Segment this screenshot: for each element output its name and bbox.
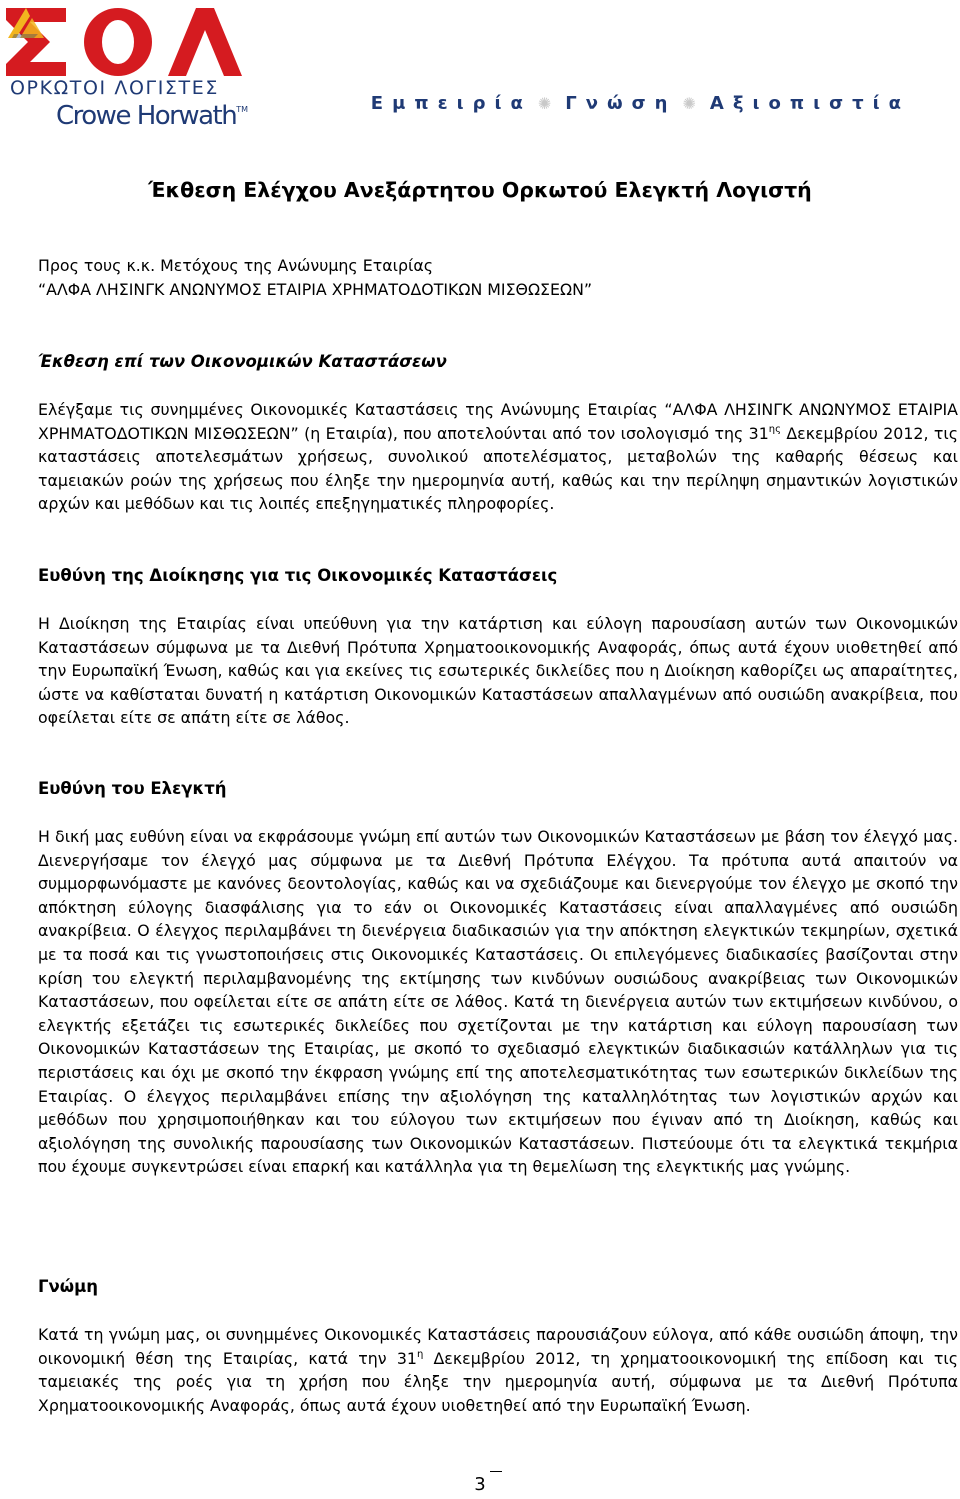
company-name-line: “ΑΛΦΑ ΛΗΣΙΝΓΚ ΑΝΩΝΥΜΟΣ ΕΤΑΙΡΙΑ ΧΡΗΜΑΤΟΔΟΤΙΚΩΝ ΜΙΣΘΩΣΕΩΝ”: [38, 280, 593, 299]
section-heading-report: Έκθεση επί των Οικονομικών Καταστάσεων: [38, 352, 447, 371]
paragraph-report: Ελέγξαμε τις συνημμένες Οικονομικές Καταστάσεις της Ανώνυμης Εταιρίας “ΑΛΦΑ ΛΗΣΙΝΓΚ ΑΝΩΝΥΜΟΣ ΕΤΑΙΡΙΑ ΧΡΗΜΑΤΟΔΟΤΙΚΩΝ ΜΙΣΘΩΣΕΩΝ” (η Εταιρία), που αποτελούνται από τον ισολογισμό της $31^{\eta\varsigma}$ Δεκεμβρίου 2012, τις καταστάσεις αποτελεσμάτων χρήσεως, συνολικού αποτελέσματος, μεταβολών της καθαρής θέσεως και ταμειακών ροών της χρήσεως που έληξε την ημερομηνία αυτή, καθώς και την περίληψη σημαντικών λογιστικών αρχών και μεθόδων και τις λοιπές επεξηγηματικές πληροφορίες.: [38, 400, 958, 514]
section-heading-opinion: Γνώμη: [38, 1277, 98, 1296]
partner-logo-text: Crowe Horwath™: [56, 101, 249, 131]
addressee-line: Προς τους κ.κ. Μετόχους της Ανώνυμης Εταιρίας: [38, 256, 434, 275]
section-heading-management: Ευθύνη της Διοίκησης για τις Οικονομικές Καταστάσεις: [38, 566, 558, 585]
section-heading-auditor: Ευθύνη του Ελεγκτή: [38, 779, 227, 798]
page-number: 3: [474, 1474, 486, 1495]
header-slogan: [371, 93, 910, 114]
slogan-word: Εμπειρία: [370, 93, 532, 114]
page-number-rule: [490, 1471, 502, 1472]
star-icon: ✺: [537, 94, 552, 113]
paragraph-auditor: Η δική μας ευθύνη είναι να εκφράσουμε γνώμη επί αυτών των Οικονομικών Καταστάσεων με βάση τον έλεγχό μας. Διενεργήσαμε τον έλεγχό μας σύμφωνα με τα Διεθνή Πρότυπα Ελέγχου. Τα πρότυπα αυτά απαιτούν να συμμορφωνόμαστε με κανόνες δεοντολογίας, καθώς και να σχεδιάζουμε και διενεργούμε τον έλεγχο με σκοπό την απόκτηση εύλογης διασφάλισης για το εάν οι Οικονομικές Καταστάσεις είναι απαλλαγμένες από ουσιώδη ανακρίβεια. Ο έλεγχος περιλαμβάνει τη διενέργεια διαδικασιών για την απόκτηση ελεγκτικών τεκμηρίων, σχετικά με τα ποσά και τις γνωστοποιήσεις στις Οικονομικές Καταστάσεις. Οι επιλεγόμενες διαδικασίες βασίζονται στην κρίση του ελεγκτή περιλαμβανομένης της εκτίμησης των κινδύνων ουσιώδους ανακρίβειας των Οικονομικών Καταστάσεων, που οφείλεται είτε σε απάτη είτε σε λάθος. Κατά τη διενέργεια αυτών των εκτιμήσεων κινδύνου, ο ελεγκτής εξετάζει τις εσωτερικές δικλείδες που σχετίζονται με την κατάρτιση και εύλογη παρουσίαση των Οικονομικών Καταστάσεων της Εταιρίας, με σκοπό το σχεδιασμό ελεγκτικών διαδικασιών κατάλληλων για τις περιστάσεις και όχι με σκοπό την έκφραση γνώμης επί της αποτελεσματικότητας των εσωτερικών δικλείδων της Εταιρίας. Ο έλεγχος περιλαμβάνει επίσης την αξιολόγηση της καταλληλότητας των λογιστικών αρχών και μεθόδων που χρησιμοποιήθηκαν και του εύλογου των εκτιμήσεων που έγιναν από τη Διοίκηση, καθώς και αξιολόγηση της συνολικής παρουσίασης των Οικονομικών Καταστάσεων. Πιστεύουμε ότι τα ελεγκτικά τεκμήρια που έχουμε συγκεντρώσει είναι επαρκή και κατάλληλα για τη θεμελίωση της ελεγκτικής μας γνώμης.: [38, 827, 958, 1177]
paragraph-opinion: Κατά τη γνώμη μας, οι συνημμένες Οικονομικές Καταστάσεις παρουσιάζουν εύλογα, από κάθε ουσιώδη άποψη, την οικονομική θέση της Εταιρίας, κατά την $31^\eta$ Δεκεμβρίου 2012, τη χρηματοοικονομική της επίδοση και τις ταμειακές της ροές για τη χρήση που έληξε την ημερομηνία αυτή, σύμφωνα με τα Διεθνή Πρότυπα Χρηματοοικονομικής Αναφοράς, όπως αυτά έχουν υιοθετηθεί από την Ευρωπαϊκή Ένωση.: [38, 1325, 958, 1415]
slogan-word: Γνώση: [565, 93, 677, 114]
star-icon: ✺: [682, 94, 696, 113]
crowe-symbol-icon: [4, 6, 48, 40]
paragraph-management: Η Διοίκηση της Εταιρίας είναι υπεύθυνη για την κατάρτιση και εύλογη παρουσίαση αυτών των Οικονομικών Καταστάσεων σύμφωνα με τα Διεθνή Πρότυπα Χρηματοοικονομικής Αναφοράς, όπως αυτά έχουν υιοθετηθεί από την Ευρωπαϊκή Ένωση, καθώς και για εκείνες τις εσωτερικές δικλείδες που η Διοίκηση καθορίζει ως απαραίτητες, ώστε να καθίσταται δυνατή η κατάρτιση Οικονομικών Καταστάσεων απαλλαγμένων από ουσιώδη ανακρίβεια, που οφείλεται είτε σε απάτη είτε σε λάθος.: [38, 614, 958, 728]
document-title: Έκθεση Ελέγχου Ανεξάρτητου Ορκωτού Ελεγκτή Λογιστή: [148, 178, 812, 202]
logo-subtitle: ΟΡΚΩΤΟΙ ΛΟΓΙΣΤΕΣ: [10, 77, 219, 99]
slogan-word: Αξιοπιστία: [709, 93, 910, 114]
sol-logo: [4, 6, 249, 134]
